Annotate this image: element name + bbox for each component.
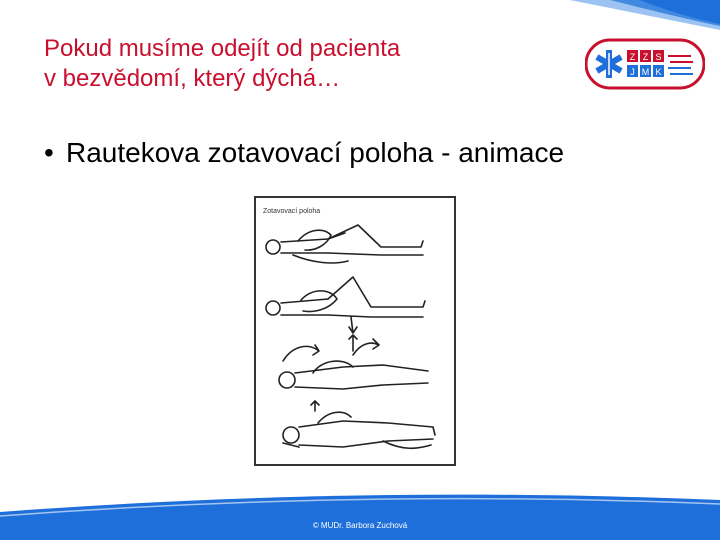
svg-text:M: M — [641, 67, 650, 77]
svg-text:K: K — [655, 67, 662, 77]
recovery-position-illustration — [253, 195, 457, 467]
svg-text:S: S — [655, 52, 662, 62]
bullet-item — [44, 137, 564, 169]
title-line-1: Pokud musíme odejít od pacienta — [44, 35, 401, 62]
title-line-2: v bezvědomí, který dýchá… — [44, 65, 341, 92]
zzs-jmk-logo — [585, 38, 705, 90]
footer-credit: © MUDr. Barbora Zuchová — [312, 521, 408, 530]
slide-title — [44, 34, 564, 94]
svg-text:Z: Z — [642, 52, 649, 62]
bullet-text: Rautekova zotavovací poloha - animace — [66, 137, 565, 168]
svg-text:Z: Z — [629, 52, 636, 62]
figure-caption: Zotavovací poloha — [263, 208, 321, 215]
bullet-dot: • — [44, 137, 54, 168]
svg-text:J: J — [630, 67, 635, 77]
bottom-decor-band — [0, 480, 720, 540]
